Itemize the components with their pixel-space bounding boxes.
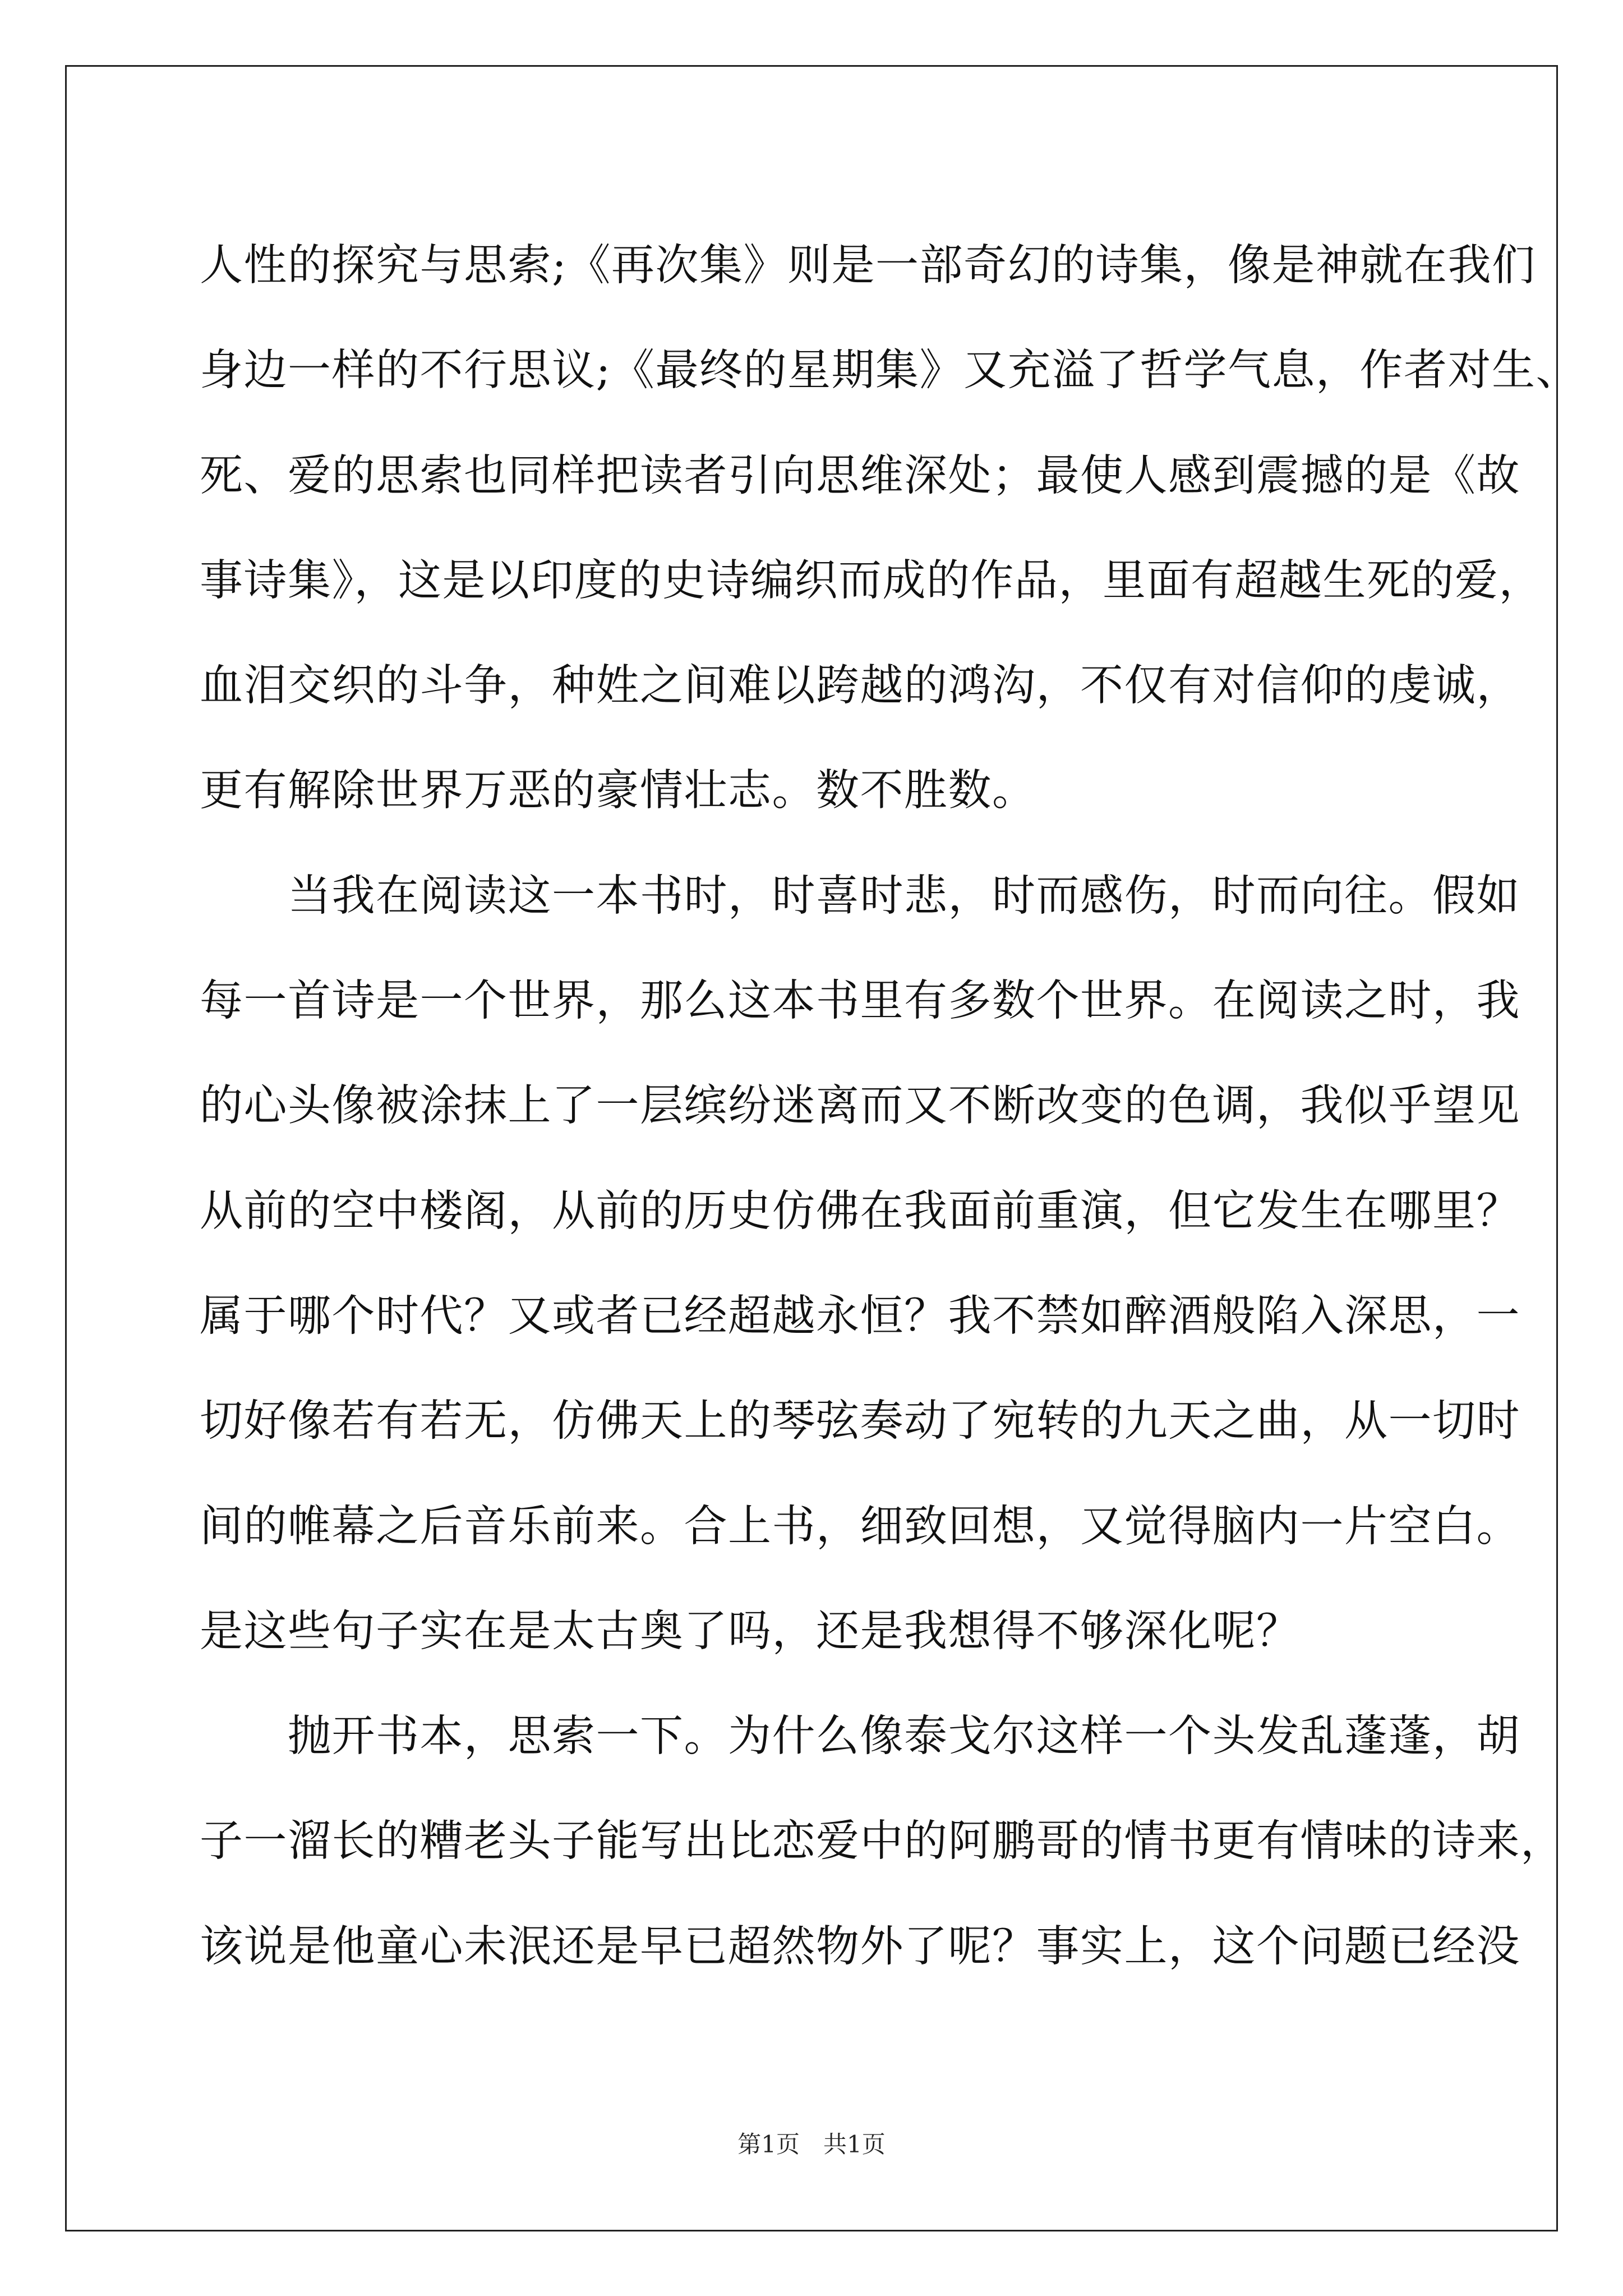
text-line-13: 间的帷幕之后音乐前来。合上书，细致回想，又觉得脑内一片空白。 bbox=[200, 1501, 1520, 1552]
text-line-7: 当我在阅读这一本书时，时喜时悲，时而感伤，时而向往。假如 bbox=[200, 871, 1520, 921]
text-line-12: 切好像若有若无，仿佛天上的琴弦奏动了宛转的九天之曲，从一切时 bbox=[200, 1396, 1520, 1447]
text-line-3: 死、爱的思索也同样把读者引向思维深处；最使人感到震撼的是《故 bbox=[200, 450, 1520, 501]
text-line-9: 的心头像被涂抹上了一层缤纷迷离而又不断改变的色调，我似乎望见 bbox=[200, 1081, 1520, 1131]
text-line-17: 该说是他童心未泯还是早已超然物外了呢？事实上，这个问题已经没 bbox=[200, 1921, 1520, 1972]
text-line-10: 从前的空中楼阁，从前的历史仿佛在我面前重演，但它发生在哪里？ bbox=[200, 1186, 1520, 1236]
text-line-4: 事诗集》，这是以印度的史诗编织而成的作品，里面有超越生死的爱， bbox=[200, 555, 1543, 606]
page-footer: 第1页 共1页 bbox=[737, 2131, 886, 2158]
text-line-15: 抛开书本，思索一下。为什么像泰戈尔这样一个头发乱蓬蓬，胡 bbox=[200, 1711, 1520, 1762]
text-line-14: 是这些句子实在是太古奥了吗，还是我想得不够深化呢？ bbox=[200, 1606, 1301, 1657]
document-body bbox=[200, 213, 1580, 1999]
text-line-8: 每一首诗是一个世界，那么这本书里有多数个世界。在阅读之时，我 bbox=[200, 976, 1520, 1027]
text-line-16: 子一溜长的糟老头子能写出比恋爱中的阿鹏哥的情书更有情味的诗来， bbox=[200, 1816, 1565, 1867]
text-line-1: 人性的探究与思索;《再次集》则是一部奇幻的诗集，像是神就在我们 bbox=[200, 241, 1536, 291]
text-line-11: 属于哪个时代？又或者已经超越永恒？我不禁如醉酒般陷入深思，一 bbox=[200, 1291, 1520, 1341]
text-line-6: 更有解除世界万恶的豪情壮志。数不胜数。 bbox=[200, 766, 1036, 816]
text-line-2: 身边一样的不行思议;《最终的星期集》又充溢了哲学气息，作者对生、 bbox=[200, 346, 1580, 396]
text-line-5: 血泪交织的斗争，种姓之间难以跨越的鸿沟，不仅有对信仰的虔诚， bbox=[200, 661, 1520, 711]
